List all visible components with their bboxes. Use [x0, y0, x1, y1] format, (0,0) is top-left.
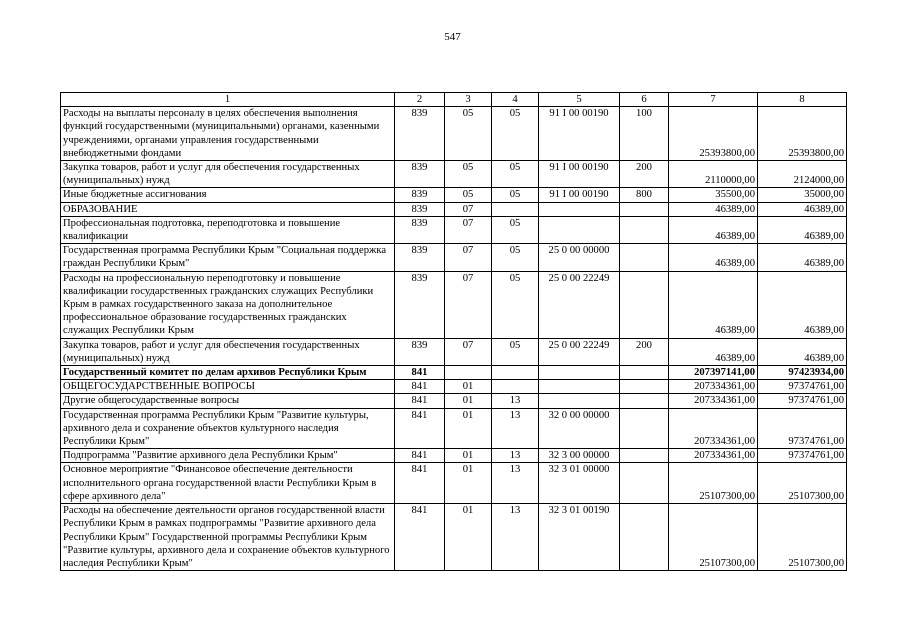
row-section: 07	[445, 216, 492, 243]
row-target-code: 91 I 00 00190	[539, 188, 620, 202]
row-code: 841	[395, 504, 445, 571]
row-expense-type	[620, 366, 669, 380]
table-row	[61, 449, 847, 463]
row-amount-1: 35500,00	[669, 188, 758, 202]
row-amount-2: 97374761,00	[758, 449, 847, 463]
row-subsection: 05	[492, 271, 539, 338]
row-expense-type	[620, 202, 669, 216]
column-header-5: 5	[539, 93, 620, 107]
row-amount-2: 25107300,00	[758, 463, 847, 504]
row-target-code	[539, 394, 620, 408]
row-code: 841	[395, 380, 445, 394]
row-name: Другие общегосударственные вопросы	[61, 394, 395, 408]
table-row	[61, 202, 847, 216]
row-amount-1: 207334361,00	[669, 394, 758, 408]
row-subsection: 05	[492, 188, 539, 202]
row-target-code: 32 0 00 00000	[539, 408, 620, 449]
header-row	[61, 93, 847, 107]
column-header-4: 4	[492, 93, 539, 107]
table-row	[61, 463, 847, 504]
budget-table	[60, 92, 847, 571]
row-amount-1: 46389,00	[669, 271, 758, 338]
row-section	[445, 366, 492, 380]
row-expense-type	[620, 271, 669, 338]
row-amount-2: 97374761,00	[758, 380, 847, 394]
row-amount-1: 2110000,00	[669, 161, 758, 188]
row-section: 07	[445, 338, 492, 365]
row-amount-1: 46389,00	[669, 202, 758, 216]
row-amount-1: 46389,00	[669, 338, 758, 365]
row-subsection	[492, 202, 539, 216]
row-name: ОБРАЗОВАНИЕ	[61, 202, 395, 216]
row-amount-1: 207397141,00	[669, 366, 758, 380]
row-expense-type	[620, 380, 669, 394]
row-target-code	[539, 380, 620, 394]
row-target-code	[539, 216, 620, 243]
row-target-code: 32 3 01 00000	[539, 463, 620, 504]
row-section: 05	[445, 188, 492, 202]
row-subsection: 05	[492, 161, 539, 188]
row-expense-type: 100	[620, 107, 669, 161]
row-section: 01	[445, 380, 492, 394]
row-code: 839	[395, 216, 445, 243]
row-amount-2: 46389,00	[758, 202, 847, 216]
row-amount-2: 97374761,00	[758, 394, 847, 408]
row-name: Государственная программа Республики Крым "Развитие культуры, архивного дела и сохранение объектов культурного наследия Республики Крым"	[61, 408, 395, 449]
row-expense-type	[620, 449, 669, 463]
table-row	[61, 380, 847, 394]
table-row	[61, 107, 847, 161]
table-row	[61, 408, 847, 449]
table-row	[61, 188, 847, 202]
table-row	[61, 338, 847, 365]
row-name: Закупка товаров, работ и услуг для обеспечения государственных (муниципальных) нужд	[61, 338, 395, 365]
row-amount-2: 97423934,00	[758, 366, 847, 380]
table-row	[61, 216, 847, 243]
row-amount-2: 46389,00	[758, 338, 847, 365]
row-expense-type: 200	[620, 161, 669, 188]
row-amount-2: 25107300,00	[758, 504, 847, 571]
row-amount-1: 25393800,00	[669, 107, 758, 161]
row-code: 841	[395, 449, 445, 463]
row-subsection: 13	[492, 449, 539, 463]
row-code: 839	[395, 161, 445, 188]
row-amount-2: 97374761,00	[758, 408, 847, 449]
row-name: Расходы на профессиональную переподготовку и повышение квалификации государственных гражданских служащих Республики Крым в рамках государственного заказа на дополнительное профессиональное образование государственных гражданских служащих Республики Крым	[61, 271, 395, 338]
row-amount-1: 25107300,00	[669, 463, 758, 504]
row-target-code	[539, 366, 620, 380]
row-subsection: 13	[492, 504, 539, 571]
row-code: 839	[395, 271, 445, 338]
row-subsection: 05	[492, 107, 539, 161]
row-code: 839	[395, 244, 445, 271]
row-section: 07	[445, 244, 492, 271]
row-code: 839	[395, 202, 445, 216]
row-code: 841	[395, 408, 445, 449]
row-name: Профессиональная подготовка, переподготовка и повышение квалификации	[61, 216, 395, 243]
table-row	[61, 271, 847, 338]
row-name: Расходы на обеспечение деятельности органов государственной власти Республики Крым в рамках подпрограммы "Развитие архивного дела Республики Крым" Государственной программы Республики Крым "Развитие культуры, архивного дела и сохранение объектов культурного наследия Республики Крым"	[61, 504, 395, 571]
row-amount-1: 207334361,00	[669, 380, 758, 394]
column-header-6: 6	[620, 93, 669, 107]
row-section: 01	[445, 504, 492, 571]
row-target-code: 25 0 00 22249	[539, 271, 620, 338]
row-target-code	[539, 202, 620, 216]
row-amount-1: 46389,00	[669, 244, 758, 271]
row-code: 841	[395, 463, 445, 504]
column-header-1: 1	[61, 93, 395, 107]
row-name: ОБЩЕГОСУДАРСТВЕННЫЕ ВОПРОСЫ	[61, 380, 395, 394]
row-name: Иные бюджетные ассигнования	[61, 188, 395, 202]
row-name: Расходы на выплаты персоналу в целях обеспечения выполнения функций государственными (муниципальными) органами, казенными учреждениями, органами управления государственными внебюджетными фондами	[61, 107, 395, 161]
column-header-3: 3	[445, 93, 492, 107]
row-amount-1: 25107300,00	[669, 504, 758, 571]
table-row	[61, 394, 847, 408]
table-row	[61, 161, 847, 188]
row-amount-2: 25393800,00	[758, 107, 847, 161]
table-row	[61, 504, 847, 571]
row-target-code: 25 0 00 00000	[539, 244, 620, 271]
row-expense-type	[620, 463, 669, 504]
row-target-code: 32 3 00 00000	[539, 449, 620, 463]
column-header-8: 8	[758, 93, 847, 107]
row-amount-2: 46389,00	[758, 271, 847, 338]
row-amount-1: 46389,00	[669, 216, 758, 243]
row-amount-2: 46389,00	[758, 244, 847, 271]
row-expense-type	[620, 216, 669, 243]
row-subsection: 13	[492, 394, 539, 408]
column-header-7: 7	[669, 93, 758, 107]
row-expense-type	[620, 408, 669, 449]
row-section: 05	[445, 107, 492, 161]
row-expense-type	[620, 394, 669, 408]
row-subsection: 05	[492, 338, 539, 365]
page-number: 547	[444, 31, 461, 43]
row-target-code: 32 3 01 00190	[539, 504, 620, 571]
column-header-2: 2	[395, 93, 445, 107]
row-code: 841	[395, 394, 445, 408]
row-subsection	[492, 366, 539, 380]
row-code: 839	[395, 107, 445, 161]
row-subsection	[492, 380, 539, 394]
row-section: 01	[445, 463, 492, 504]
row-target-code: 91 I 00 00190	[539, 107, 620, 161]
row-section: 01	[445, 449, 492, 463]
table-row	[61, 366, 847, 380]
row-section: 07	[445, 271, 492, 338]
row-section: 01	[445, 394, 492, 408]
row-name: Подпрограмма "Развитие архивного дела Республики Крым"	[61, 449, 395, 463]
row-code: 841	[395, 366, 445, 380]
row-expense-type	[620, 504, 669, 571]
row-amount-2: 35000,00	[758, 188, 847, 202]
row-expense-type	[620, 244, 669, 271]
row-amount-2: 2124000,00	[758, 161, 847, 188]
row-amount-1: 207334361,00	[669, 408, 758, 449]
row-name: Основное мероприятие "Финансовое обеспечение деятельности исполнительного органа государственной власти Республики Крым в сфере архивного дела"	[61, 463, 395, 504]
row-expense-type: 800	[620, 188, 669, 202]
row-subsection: 13	[492, 408, 539, 449]
row-expense-type: 200	[620, 338, 669, 365]
row-subsection: 05	[492, 216, 539, 243]
row-target-code: 91 I 00 00190	[539, 161, 620, 188]
row-section: 05	[445, 161, 492, 188]
row-target-code: 25 0 00 22249	[539, 338, 620, 365]
row-code: 839	[395, 338, 445, 365]
table-row	[61, 244, 847, 271]
row-subsection: 13	[492, 463, 539, 504]
row-subsection: 05	[492, 244, 539, 271]
row-section: 01	[445, 408, 492, 449]
row-name: Государственная программа Республики Крым "Социальная поддержка граждан Республики Крым"	[61, 244, 395, 271]
row-name: Государственный комитет по делам архивов Республики Крым	[61, 366, 395, 380]
row-code: 839	[395, 188, 445, 202]
row-amount-2: 46389,00	[758, 216, 847, 243]
row-amount-1: 207334361,00	[669, 449, 758, 463]
row-section: 07	[445, 202, 492, 216]
row-name: Закупка товаров, работ и услуг для обеспечения государственных (муниципальных) нужд	[61, 161, 395, 188]
